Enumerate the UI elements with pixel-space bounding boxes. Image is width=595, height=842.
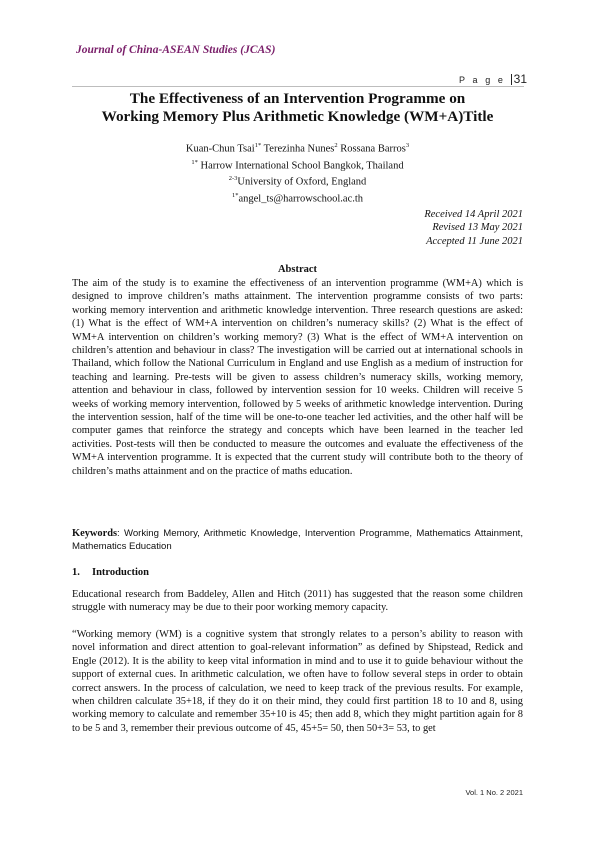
- accepted-date: Accepted 11 June 2021: [426, 235, 523, 247]
- page-divider: [511, 74, 512, 85]
- title-line-1: The Effectiveness of an Intervention Programme on: [129, 90, 466, 107]
- author-block: [40, 139, 555, 206]
- keywords-list: : Working Memory, Arithmetic Knowledge, Intervention Programme, Mathematics Attainment, Mathematics Education: [72, 528, 523, 553]
- email-link[interactable]: angel_ts@harrowschool.ac.th: [238, 193, 364, 205]
- section-title: Introduction: [92, 567, 149, 578]
- author-list: [40, 139, 555, 156]
- abstract-text: The aim of the study is to examine the effectiveness of an intervention programme (WM+A) which is designed to improve children’s maths attainment. The intervention programme consists of two parts: working memory intervention and arithmetic knowledge intervention. Three research questions are asked: (1) What is the effect of WM+A intervention on children’s numeracy skills? (2) What is the effect of WM+A intervention on children’s working memory? (3) What is the effect of WM+A intervention on children’s attention and behaviour in class? The investigation will be carried out at international schools in Thailand, which follow the National Curriculum in England and use English as a medium of instruction for teaching and learning. Pre-tests will be given to assess children’s numeracy skills, working memory, attention and behaviour in class, followed by intervention session for 10 weeks. Children will receive 5 weeks of working memory intervention, followed by 5 weeks of arithmetic knowledge intervention. During the intervention session, half of the time will be one-to-one teacher led activities, and the other half will be computer games that reinforce the strategy and concepts which have been learned in the teacher led activities. Post-tests will then be conducted to measure the outcomes and evaluate the effectiveness of the WM+A intervention programme. It is expected that the current study will contribute both to the theory of children’s maths attainment and on the practice of maths education.: [72, 278, 523, 477]
- affiliation: [40, 172, 555, 189]
- author-name: Kuan-Chun Tsai: [185, 143, 255, 155]
- affiliation-text: Harrow International School Bangkok, Thailand: [200, 160, 404, 172]
- author-email: [40, 189, 555, 206]
- section-number: 1.: [72, 567, 80, 578]
- author-name: Terezinha Nunes: [263, 143, 335, 155]
- affiliation-sup: 1*: [191, 158, 198, 166]
- affiliation-text: University of Oxford, England: [237, 176, 367, 188]
- volume-footer: Vol. 1 No. 2 2021: [465, 788, 523, 797]
- intro-paragraph-1: Educational research from Baddeley, Allen and Hitch (2011) has suggested that the reason some children struggle with numeracy may be due to their poor working memory capacity.: [72, 589, 523, 614]
- title-line-2: Working Memory Plus Arithmetic Knowledge (WM+A)Title: [101, 107, 494, 125]
- affiliation-sup: 2-3: [228, 175, 238, 183]
- paper-title: [40, 90, 555, 125]
- intro-paragraph-2: “Working memory (WM) is a cognitive system that strongly relates to a person’s ability to reason with novel information and direct attention to goal-relevant information” as defined by Shipstead, Redick and Engle (2012). It is the ability to keep vital information in mind and to use it to guide behaviour without the support of external cues. In arithmetic calculation, we often have to follow several steps in order to obtain correct answers. In the process of calculation, we need to keep track of the previous results. For example, when children calculate 35+18, if they do it on their mind, they could first partition 18 to 10 and 8, using working memory to calculate and remember 35+10 is 45; then add 8, which they might partition again for 8 to be 5 and 3, remember their previous outcome of 45, 45+5= 50, then 50+3= 53, to get: [72, 629, 523, 734]
- page-number-block: [459, 72, 527, 86]
- keywords-label: Keywords: [72, 528, 118, 539]
- section-heading: [72, 567, 149, 578]
- author-name: Rossana Barros: [340, 143, 406, 155]
- page-label: P a g e: [458, 75, 506, 85]
- submission-dates: [424, 208, 523, 248]
- page-number: 31: [513, 72, 527, 86]
- abstract-heading: Abstract: [277, 264, 318, 275]
- received-date: Received 14 April 2021: [424, 209, 523, 220]
- affiliation-sup: 1*: [231, 192, 239, 200]
- header-rule: [72, 86, 524, 87]
- revised-date: Revised 13 May 2021: [432, 222, 523, 234]
- author-sup: 2: [334, 142, 338, 149]
- author-sup: 1*: [254, 142, 262, 149]
- affiliation: [40, 156, 555, 173]
- keywords: [72, 527, 523, 554]
- author-sup: 3: [405, 142, 410, 149]
- journal-name: Journal of China-ASEAN Studies (JCAS): [76, 44, 276, 56]
